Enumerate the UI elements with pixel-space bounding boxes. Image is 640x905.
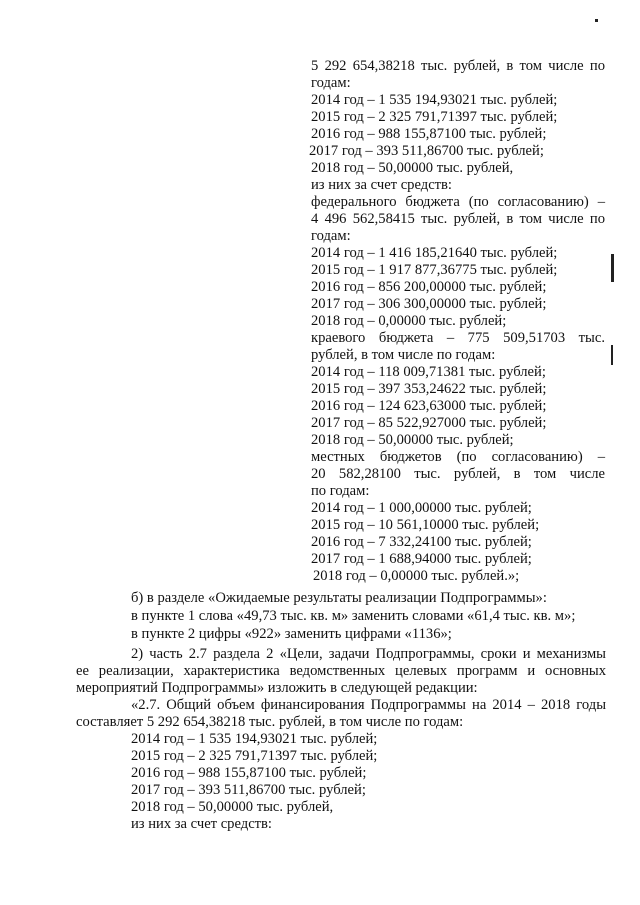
local-budget-line: по годам:	[311, 483, 370, 499]
section-year-line: 2017 год – 393 511,86700 тыс. рублей;	[131, 782, 366, 798]
regional-budget-line: рублей, в том числе по годам:	[311, 347, 496, 363]
local-year-line: 2016 год – 7 332,24100 тыс. рублей;	[311, 534, 532, 550]
regional-year-line: 2015 год – 397 353,24622 тыс. рублей;	[311, 381, 547, 397]
amendment-2-line: 2) часть 2.7 раздела 2 «Цели, задачи Подпрограммы, сроки и механизмы	[131, 646, 606, 662]
local-year-line: 2018 год – 0,00000 тыс. рублей.»;	[313, 568, 520, 584]
section-sources-line: из них за счет средств:	[131, 816, 272, 832]
amendment-b-heading: б) в разделе «Ожидаемые результаты реализации Подпрограммы»:	[131, 590, 547, 606]
funding-year-line: 2016 год – 988 155,87100 тыс. рублей;	[311, 126, 547, 142]
section-year-line: 2014 год – 1 535 194,93021 тыс. рублей;	[131, 731, 378, 747]
federal-year-line: 2016 год – 856 200,00000 тыс. рублей;	[311, 279, 547, 295]
funding-year-line: 2015 год – 2 325 791,71397 тыс. рублей;	[311, 109, 558, 125]
funding-year-line: 2014 год – 1 535 194,93021 тыс. рублей;	[311, 92, 558, 108]
amendment-item-1: в пункте 1 слова «49,73 тыс. кв. м» заменить словами «61,4 тыс. кв. м»;	[131, 608, 576, 624]
amendment-2-line: мероприятий Подпрограммы» изложить в следующей редакции:	[76, 680, 478, 696]
funding-sources-line: из них за счет средств:	[311, 177, 452, 193]
regional-budget-heading: краевого бюджета – 775 509,51703 тыс.	[311, 330, 605, 346]
amendment-2-line: ее реализации, характеристика ведомственных целевых программ и основных	[76, 663, 606, 679]
section-2-7-line: составляет 5 292 654,38218 тыс. рублей, в том числе по годам:	[76, 714, 464, 730]
regional-year-line: 2018 год – 50,00000 тыс. рублей;	[311, 432, 514, 448]
regional-year-line: 2017 год – 85 522,927000 тыс. рублей;	[311, 415, 547, 431]
scan-bar-mark	[611, 345, 613, 365]
scan-dot	[595, 19, 598, 22]
funding-year-line: 2017 год – 393 511,86700 тыс. рублей;	[309, 143, 544, 159]
federal-budget-total: 4 496 562,58415 тыс. рублей, в том числе по	[311, 211, 605, 227]
federal-budget-heading: федерального бюджета (по согласованию) –	[311, 194, 605, 210]
local-year-line: 2015 год – 10 561,10000 тыс. рублей;	[311, 517, 540, 533]
federal-year-line: 2014 год – 1 416 185,21640 тыс. рублей;	[311, 245, 558, 261]
funding-total-line: 5 292 654,38218 тыс. рублей, в том числе по	[311, 58, 605, 74]
federal-budget-line: годам:	[311, 228, 351, 244]
section-year-line: 2015 год – 2 325 791,71397 тыс. рублей;	[131, 748, 378, 764]
local-budget-total: 20 582,28100 тыс. рублей, в том числе	[311, 466, 605, 482]
regional-year-line: 2014 год – 118 009,71381 тыс. рублей;	[311, 364, 546, 380]
regional-year-line: 2016 год – 124 623,63000 тыс. рублей;	[311, 398, 547, 414]
funding-year-line: 2018 год – 50,00000 тыс. рублей,	[311, 160, 514, 176]
section-2-7-line: «2.7. Общий объем финансирования Подпрограммы на 2014 – 2018 годы	[131, 697, 606, 713]
local-year-line: 2014 год – 1 000,00000 тыс. рублей;	[311, 500, 532, 516]
local-budget-heading: местных бюджетов (по согласованию) –	[311, 449, 605, 465]
section-year-line: 2016 год – 988 155,87100 тыс. рублей;	[131, 765, 367, 781]
funding-line: годам:	[311, 75, 351, 91]
federal-year-line: 2018 год – 0,00000 тыс. рублей;	[311, 313, 507, 329]
scan-bar-mark	[611, 254, 614, 282]
amendment-item-2: в пункте 2 цифры «922» заменить цифрами «1136»;	[131, 626, 452, 642]
federal-year-line: 2015 год – 1 917 877,36775 тыс. рублей;	[311, 262, 558, 278]
federal-year-line: 2017 год – 306 300,00000 тыс. рублей;	[311, 296, 547, 312]
local-year-line: 2017 год – 1 688,94000 тыс. рублей;	[311, 551, 532, 567]
section-year-line: 2018 год – 50,00000 тыс. рублей,	[131, 799, 334, 815]
